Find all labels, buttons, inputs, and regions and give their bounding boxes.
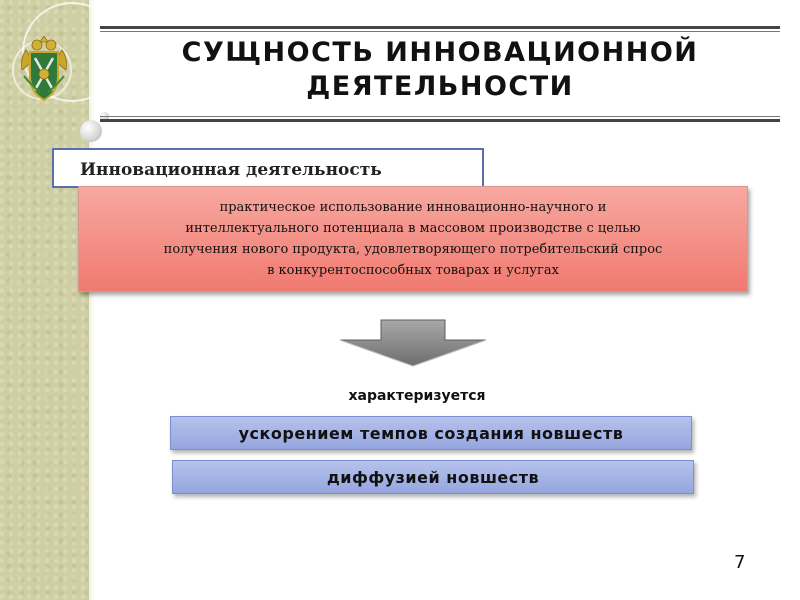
title-rule-top [100, 26, 780, 32]
definition-line: практическое использование инновационно-научного и [219, 200, 607, 215]
definition-line: интеллектуального потенциала в массовом производстве с целью [185, 221, 641, 236]
page-number: 7 [734, 552, 746, 573]
title-line-1: СУЩНОСТЬ ИННОВАЦИОННОЙ [181, 37, 699, 68]
term-label: Инновационная деятельность [80, 160, 382, 180]
title-rule-bottom [100, 116, 780, 122]
definition-box [78, 186, 748, 292]
characterized-label: характеризуется [348, 388, 486, 404]
definition-line: получения нового продукта, удовлетворяющего потребительский спрос [163, 242, 663, 257]
decorative-pearl [80, 120, 102, 142]
title-line-2: ДЕЯТЕЛЬНОСТИ [306, 71, 574, 102]
characteristic-box [172, 460, 694, 494]
characteristic-label: диффузией новшеств [326, 467, 540, 487]
coat-of-arms-icon [18, 36, 70, 104]
characteristic-label: ускорением темпов создания новшеств [238, 423, 624, 443]
down-arrow-icon [336, 318, 490, 368]
slide-title [100, 36, 780, 104]
definition-line: в конкурентоспособных товарах и услугах [267, 263, 559, 278]
characteristic-box [170, 416, 692, 450]
definition-text [164, 197, 663, 281]
